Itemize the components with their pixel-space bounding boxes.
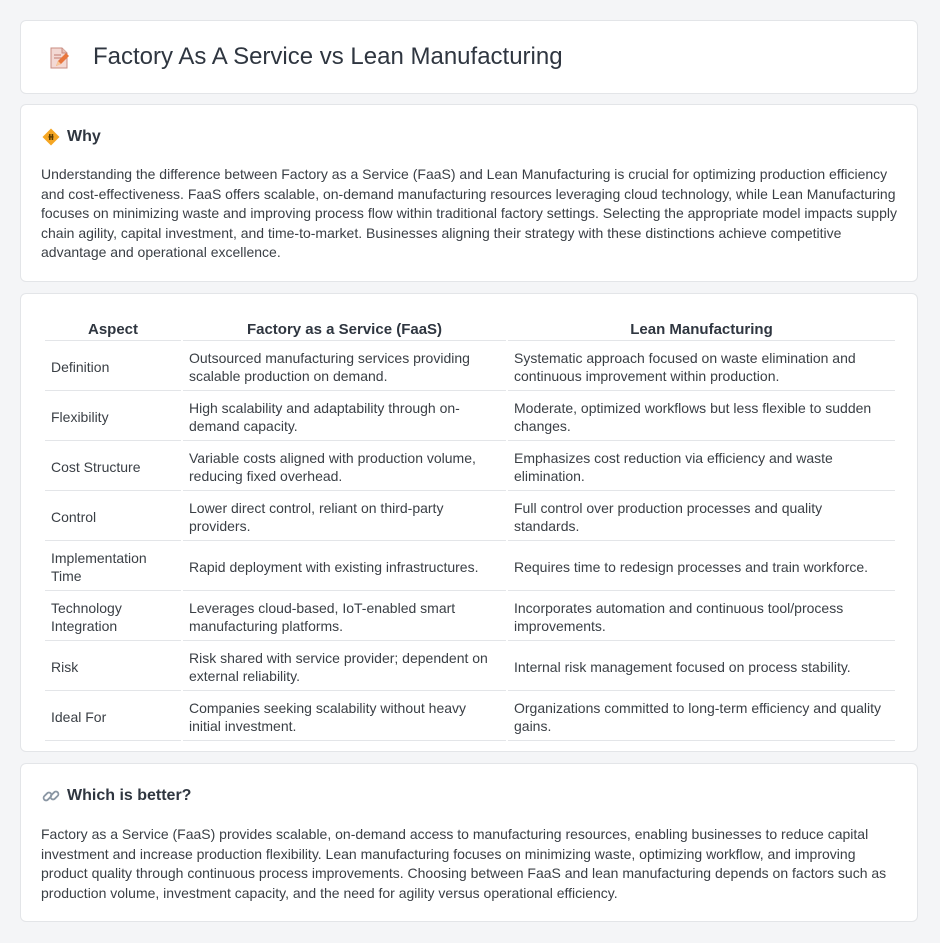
better-heading — [41, 786, 191, 806]
aspect-cell: Ideal For — [45, 693, 181, 741]
header-faas: Factory as a Service (FaaS) — [183, 318, 506, 341]
faas-cell: Leverages cloud-based, IoT-enabled smart manufacturing platforms. — [183, 593, 506, 641]
faas-cell: Variable costs aligned with production volume, reducing fixed overhead. — [183, 443, 506, 491]
lean-cell: Systematic approach focused on waste elimination and continuous improvement within production. — [508, 343, 895, 391]
aspect-cell: Risk — [45, 643, 181, 691]
table-header-row — [45, 318, 895, 341]
faas-cell: Lower direct control, reliant on third-party providers. — [183, 493, 506, 541]
header-card — [20, 20, 918, 94]
better-title: Which is better? — [67, 787, 192, 804]
table-row — [45, 393, 895, 441]
road-sign-icon — [41, 127, 61, 147]
document-pencil-icon — [47, 46, 71, 70]
why-text: Understanding the difference between Factory as a Service (FaaS) and Lean Manufacturing is crucial for optimizing production efficiency and cost-effectiveness. FaaS offers scalable, on-demand manufacturing resources leveraging cloud technology, while Lean Manufacturing focuses on minimizing waste and improving process flow within traditional factory settings. Selecting the appropriate model impacts supply chain agility, capital investment, and time-to-market. Businesses aligning their strategy with these distinctions achieve competitive advantage and operational excellence. — [41, 166, 897, 261]
why-heading — [41, 127, 101, 147]
lean-cell: Incorporates automation and continuous tool/process improvements. — [508, 593, 895, 641]
comparison-table — [43, 316, 897, 743]
lean-cell: Emphasizes cost reduction via efficiency and waste elimination. — [508, 443, 895, 491]
faas-cell: High scalability and adaptability through on-demand capacity. — [183, 393, 506, 441]
page-title: Factory As A Service vs Lean Manufacturing — [93, 43, 563, 70]
faas-cell: Companies seeking scalability without heavy initial investment. — [183, 693, 506, 741]
lean-cell: Organizations committed to long-term efficiency and quality gains. — [508, 693, 895, 741]
aspect-cell: Cost Structure — [45, 443, 181, 491]
aspect-cell: Definition — [45, 343, 181, 391]
why-title: Why — [67, 128, 101, 145]
aspect-cell: Flexibility — [45, 393, 181, 441]
comparison-card — [20, 293, 918, 752]
aspect-cell: Control — [45, 493, 181, 541]
faas-cell: Outsourced manufacturing services providing scalable production on demand. — [183, 343, 506, 391]
aspect-cell: Implementation Time — [45, 543, 181, 591]
why-card — [20, 104, 918, 282]
which-is-better-card — [20, 763, 918, 922]
lean-cell: Requires time to redesign processes and train workforce. — [508, 543, 895, 591]
better-text: Factory as a Service (FaaS) provides scalable, on-demand access to manufacturing resources, enabling businesses to reduce capital investment and increase production flexibility. Lean manufacturing focuses on minimizing waste, optimizing workflow, and improving product quality through continuous process improvements. Choosing between FaaS and lean manufacturing depends on factors such as production volume, investment capacity, and the need for agility versus operational efficiency. — [41, 826, 887, 901]
table-row — [45, 343, 895, 391]
table-row — [45, 693, 895, 741]
table-row — [45, 593, 895, 641]
lean-cell: Moderate, optimized workflows but less flexible to sudden changes. — [508, 393, 895, 441]
table-row — [45, 493, 895, 541]
link-icon — [41, 786, 61, 806]
lean-cell: Full control over production processes and quality standards. — [508, 493, 895, 541]
header-lean: Lean Manufacturing — [508, 318, 895, 341]
lean-cell: Internal risk management focused on process stability. — [508, 643, 895, 691]
table-row — [45, 543, 895, 591]
table-row — [45, 643, 895, 691]
faas-cell: Rapid deployment with existing infrastructures. — [183, 543, 506, 591]
faas-cell: Risk shared with service provider; dependent on external reliability. — [183, 643, 506, 691]
header-aspect: Aspect — [45, 318, 181, 341]
table-row — [45, 443, 895, 491]
aspect-cell: Technology Integration — [45, 593, 181, 641]
